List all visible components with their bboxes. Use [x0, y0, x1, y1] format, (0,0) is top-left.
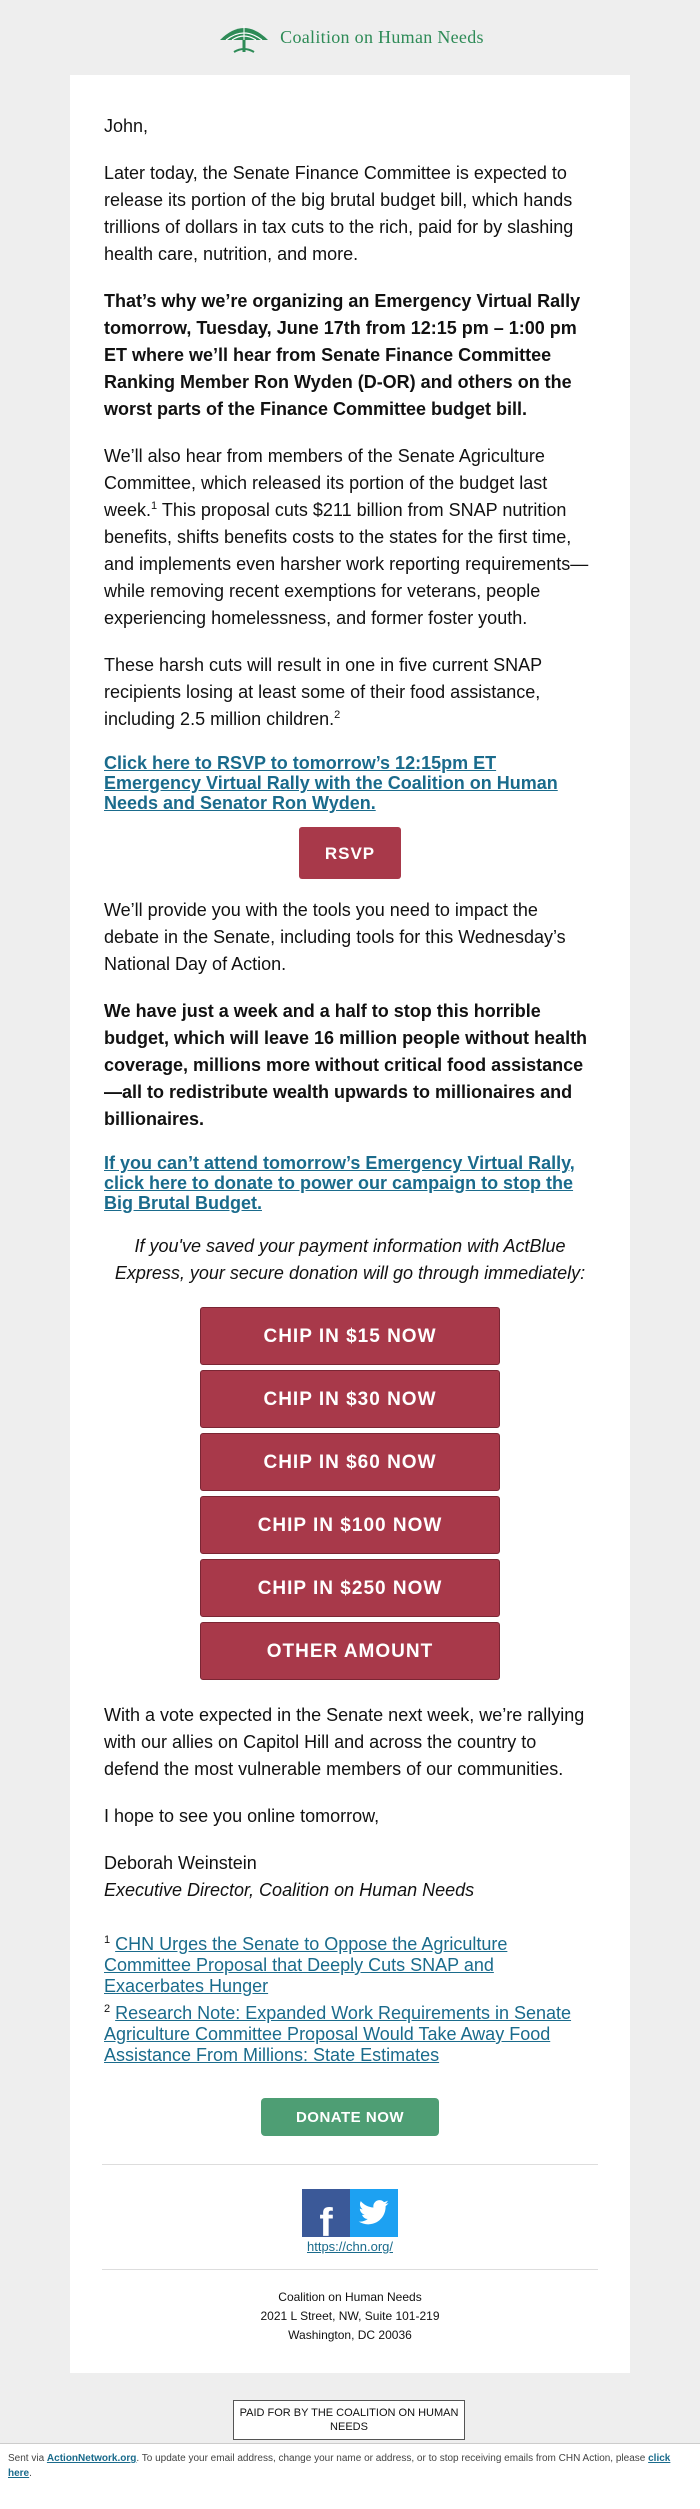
rsvp-button[interactable]: RSVP [299, 827, 401, 879]
address-line-3: Washington, DC 20036 [288, 2328, 412, 2342]
agriculture-text: We’ll also hear from members of the Senate Agriculture Committee, which released its portion of the budget last week. [104, 446, 548, 520]
click-here-link[interactable]: click here [8, 2453, 671, 2479]
footnote-ref-2: 2 [334, 709, 341, 721]
email-header [0, 0, 700, 75]
footnote-num-1: 1 [104, 1934, 111, 1946]
footnote-1 [104, 1934, 596, 1997]
chip-in-100-button[interactable]: CHIP IN $100 NOW [200, 1496, 500, 1554]
footnote-num-2: 2 [104, 2003, 111, 2015]
social-icons [104, 2189, 596, 2237]
chn-website-link[interactable]: https://chn.org/ [307, 2239, 393, 2254]
other-amount-button[interactable]: OTHER AMOUNT [200, 1622, 500, 1680]
paid-for-disclaimer: PAID FOR BY THE COALITION ON HUMAN NEEDS [233, 2400, 465, 2440]
agriculture-text-cont: This proposal cuts $211 billion from SNAP nutrition benefits, shifts benefits costs to the states for the first time, and implements even harsher work reporting requirements—while removing recent exemptions for veterans, people experiencing homelessness, and former foster youth. [104, 500, 589, 628]
footnote-2-link[interactable]: Research Note: Expanded Work Requirements in Senate Agriculture Committee Proposal Would Take Away Food Assistance From Millions: State Estimates [104, 2003, 572, 2065]
chip-in-60-button[interactable]: CHIP IN $60 NOW [200, 1433, 500, 1491]
unsubscribe-text: . To update your email address, change your name or address, or to stop receiving emails from CHN Action, please [136, 2453, 649, 2464]
tools-paragraph: We’ll provide you with the tools you need to impact the debate in the Senate, including tools for this Wednesday’s National Day of Action. [104, 900, 566, 974]
org-name: Coalition on Human Needs [280, 27, 484, 47]
chn-logo[interactable] [216, 22, 484, 54]
chip-in-30-button[interactable]: CHIP IN $30 NOW [200, 1370, 500, 1428]
tree-logo-icon [216, 22, 272, 54]
footnote-2 [104, 2003, 596, 2066]
address-line-1: Coalition on Human Needs [278, 2290, 422, 2304]
cuts-paragraph [104, 652, 596, 733]
email-body-card [70, 75, 630, 2373]
donate-now-button[interactable]: DONATE NOW [261, 2098, 439, 2136]
greeting: John, [104, 116, 149, 136]
urgency-paragraph: We have just a week and a half to stop this horrible budget, which will leave 16 million people without health coverage, millions more without critical food assistance—all to redistribute wealth upwards to millionaires and billionaires. [104, 1001, 588, 1129]
end-period: . [29, 2468, 32, 2479]
twitter-icon[interactable] [350, 2189, 398, 2237]
intro-paragraph: Later today, the Senate Finance Committee is expected to release its portion of the big brutal budget bill, which hands trillions of dollars in tax cuts to the rich, paid for by slashing health care, nutrition, and more. [104, 163, 574, 264]
cuts-text: These harsh cuts will result in one in five current SNAP recipients losing at least some of their food assistance, including 2.5 million children. [104, 655, 542, 729]
signer-name: Deborah Weinstein [104, 1853, 257, 1873]
rsvp-link[interactable]: Click here to RSVP to tomorrow’s 12:15pm ET Emergency Virtual Rally with the Coalition on Human Needs and Senator Ron Wyden. [104, 753, 558, 813]
closing: I hope to see you online tomorrow, [104, 1806, 380, 1826]
chip-in-buttons [104, 1307, 596, 1680]
agriculture-paragraph [104, 443, 596, 632]
mailing-address [104, 2288, 596, 2345]
action-network-link[interactable]: ActionNetwork.org [46, 2453, 137, 2464]
footnote-1-link[interactable]: CHN Urges the Senate to Oppose the Agriculture Committee Proposal that Deeply Cuts SNAP and Exacerbates Hunger [104, 1934, 508, 1996]
signer-title: Executive Director, Coalition on Human Needs [104, 1880, 475, 1900]
divider-2 [102, 2269, 598, 2270]
facebook-icon[interactable]: f [302, 2189, 350, 2237]
chip-in-15-button[interactable]: CHIP IN $15 NOW [200, 1307, 500, 1365]
donate-link[interactable]: If you can’t attend tomorrow’s Emergency Virtual Rally, click here to donate to power our campaign to stop the Big Brutal Budget. [104, 1153, 575, 1213]
actblue-note: If you've saved your payment information with ActBlue Express, your secure donation will go through immediately: [114, 1236, 586, 1283]
bottom-bar [0, 2443, 700, 2509]
address-line-2: 2021 L Street, NW, Suite 101-219 [260, 2309, 440, 2323]
sent-via-text: Sent via [8, 2453, 47, 2464]
chip-in-250-button[interactable]: CHIP IN $250 NOW [200, 1559, 500, 1617]
divider [102, 2164, 598, 2165]
vote-paragraph: With a vote expected in the Senate next week, we’re rallying with our allies on Capitol Hill and across the country to defend the most vulnerable members of our communities. [104, 1705, 585, 1779]
rally-announcement: That’s why we’re organizing an Emergency Virtual Rally tomorrow, Tuesday, June 17th from 12:15 pm – 1:00 pm ET where we’ll hear from Senate Finance Committee Ranking Member Ron Wyden (D-OR) and others on the worst parts of the Finance Committee budget bill. [104, 291, 581, 419]
footnote-ref-1: 1 [151, 500, 158, 512]
